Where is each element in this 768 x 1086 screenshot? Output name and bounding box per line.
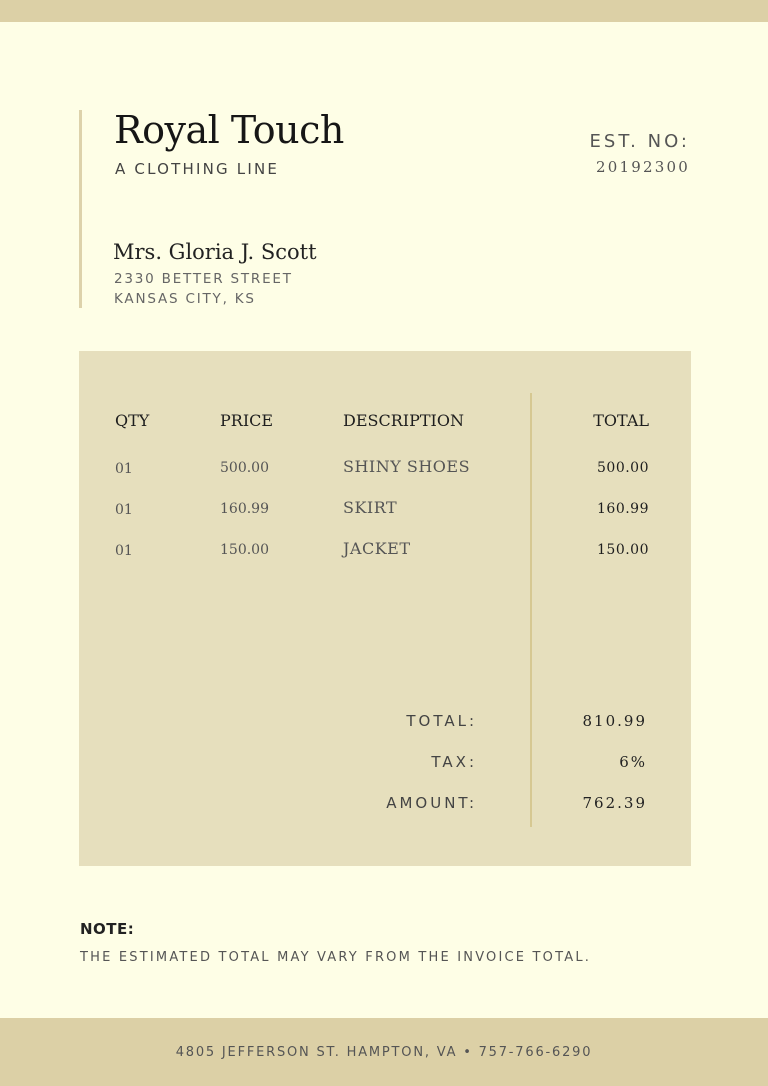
header-accent-bar: [79, 110, 82, 308]
summary-tax-value: 6%: [619, 753, 647, 771]
row-qty: 01: [115, 461, 133, 477]
customer-name: Mrs. Gloria J. Scott: [113, 240, 317, 264]
column-header-qty: QTY: [115, 411, 150, 430]
summary-amount-label: AMOUNT:: [386, 794, 477, 812]
column-header-description: DESCRIPTION: [343, 411, 464, 430]
brand-tagline: A CLOTHING LINE: [115, 160, 280, 178]
row-qty: 01: [115, 543, 133, 559]
row-description: SKIRT: [343, 498, 398, 517]
row-description: SHINY SHOES: [343, 457, 471, 476]
row-total: 500.00: [597, 460, 649, 476]
row-total: 150.00: [597, 542, 649, 558]
row-qty: 01: [115, 502, 133, 518]
row-price: 160.99: [220, 501, 269, 517]
row-description: JACKET: [343, 539, 411, 558]
customer-street: 2330 BETTER STREET: [114, 271, 293, 287]
column-header-price: PRICE: [220, 411, 274, 430]
row-price: 150.00: [220, 542, 269, 558]
invoice-table: [79, 351, 691, 866]
note-text: THE ESTIMATED TOTAL MAY VARY FROM THE INVOICE TOTAL.: [80, 950, 592, 965]
total-column-divider: [530, 393, 532, 827]
summary-amount-value: 762.39: [582, 794, 647, 812]
estimate-number: 20192300: [596, 158, 690, 176]
top-band: [0, 0, 768, 22]
customer-city: KANSAS CITY, KS: [114, 291, 256, 307]
estimate-number-label: EST. NO:: [589, 131, 690, 152]
summary-total-label: TOTAL:: [406, 712, 477, 730]
footer-address: 4805 JEFFERSON ST. HAMPTON, VA • 757-766-6290: [175, 1045, 593, 1060]
row-price: 500.00: [220, 460, 269, 476]
brand-name: Royal Touch: [114, 108, 344, 152]
row-total: 160.99: [597, 501, 649, 517]
summary-total-value: 810.99: [582, 712, 647, 730]
column-header-total: TOTAL: [593, 411, 649, 430]
note-label: NOTE:: [80, 920, 135, 938]
summary-tax-label: TAX:: [431, 753, 477, 771]
